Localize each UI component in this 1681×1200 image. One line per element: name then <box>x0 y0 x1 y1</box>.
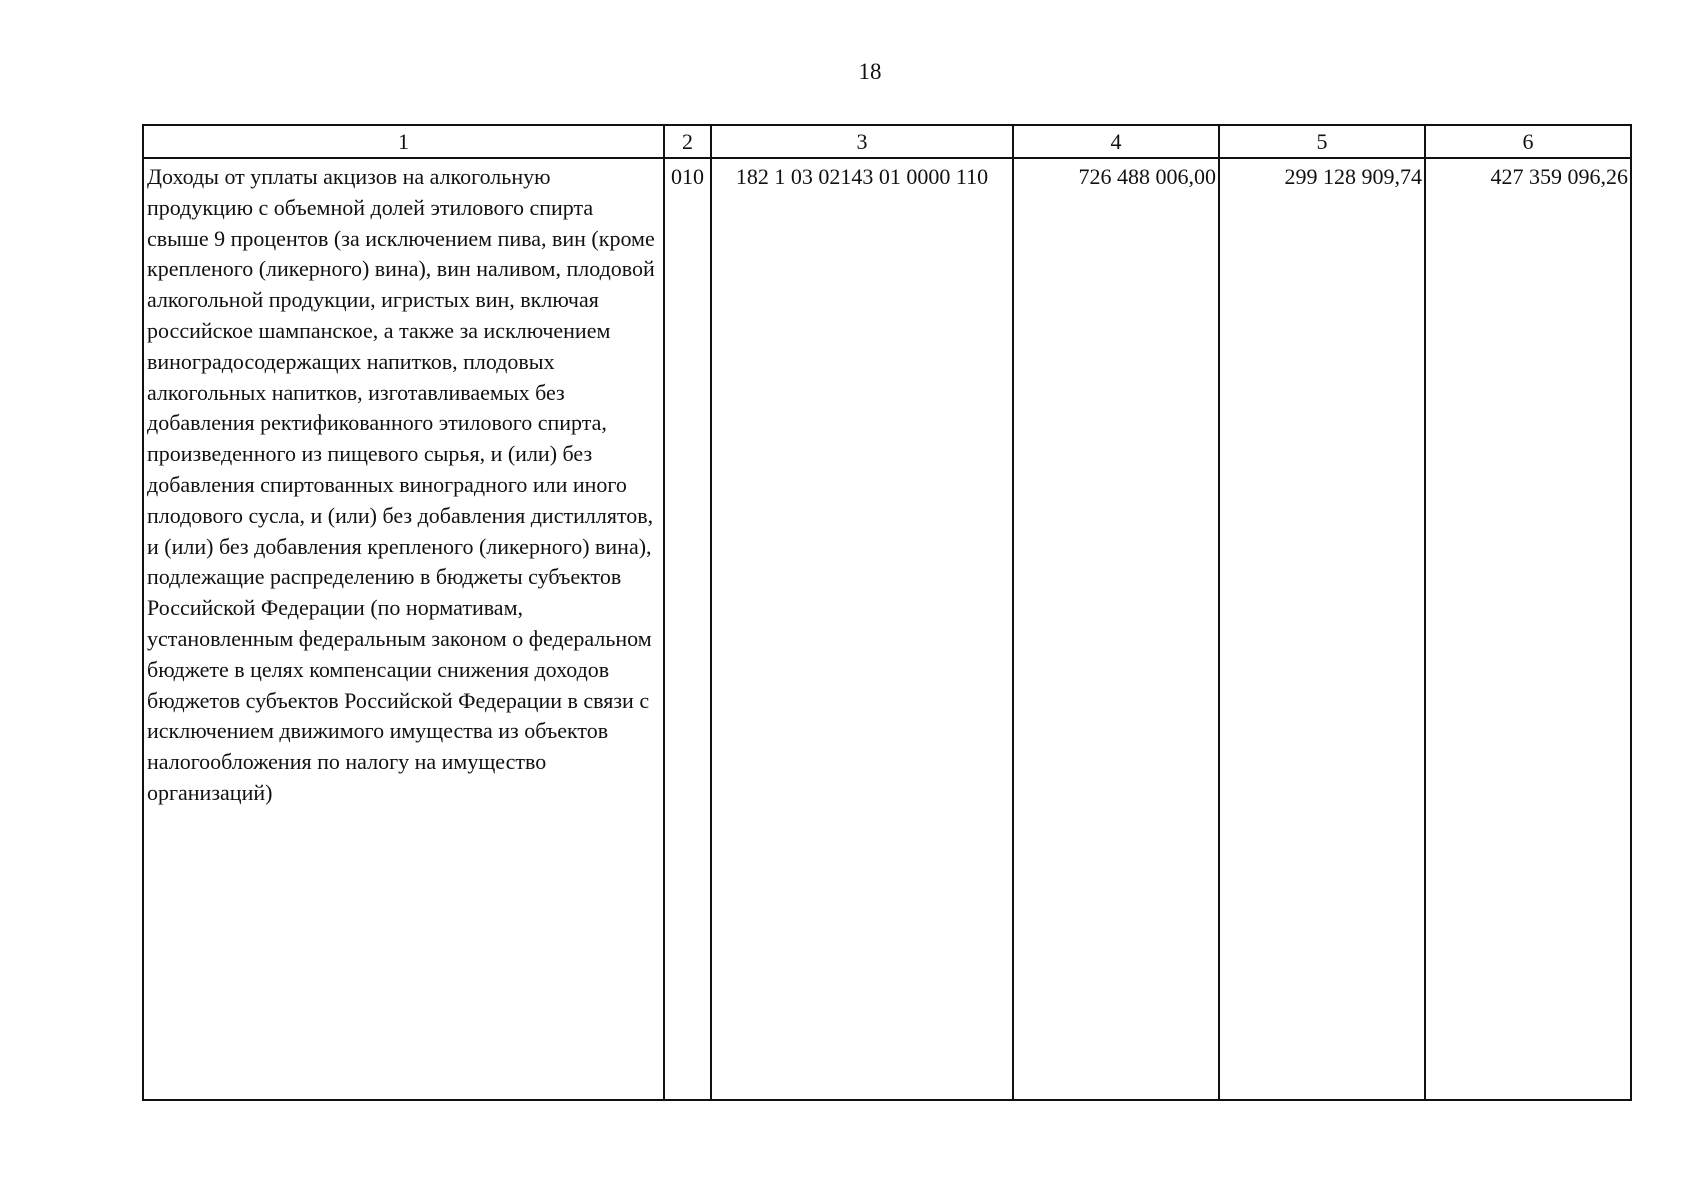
page-number: 18 <box>858 59 882 84</box>
column-header-3: 3 <box>711 125 1013 158</box>
value-col5: 299 128 909,74 <box>1219 158 1425 1100</box>
budget-classification-code: 182 1 03 02143 01 0000 110 <box>711 158 1013 1100</box>
table-row <box>143 158 1631 1100</box>
table-header-row <box>143 125 1631 158</box>
line-code: 010 <box>664 158 711 1100</box>
column-header-6: 6 <box>1425 125 1631 158</box>
income-description: Доходы от уплаты акцизов на алкогольную продукцию с объемной долей этилового спирта свыше 9 процентов (за исключением пива, вин (кроме крепленого (ликерного) вина), вин наливом, плодовой алкогольной продукции, игристых вин, включая российское шампанское, а также за исключением виноградосодержащих напитков, плодовых алкогольных напитков, изготавливаемых без добавления ректификованного этилового спирта, произведенного из пищевого сырья, и (или) без добавления спиртованных виноградного или иного плодового сусла, и (или) без добавления дистиллятов, и (или) без добавления крепленого (ликерного) вина), подлежащие распределению в бюджеты субъектов Российской Федерации (по нормативам, установленным федеральным законом о федеральном бюджете в целях компенсации снижения доходов бюджетов субъектов Российской Федерации в связи с исключением движимого имущества из объектов налогообложения по налогу на имущество организаций) <box>143 158 664 1100</box>
value-col6: 427 359 096,26 <box>1425 158 1631 1100</box>
value-col4: 726 488 006,00 <box>1013 158 1219 1100</box>
column-header-2: 2 <box>664 125 711 158</box>
report-table <box>142 124 1632 1101</box>
column-header-5: 5 <box>1219 125 1425 158</box>
column-header-1: 1 <box>143 125 664 158</box>
column-header-4: 4 <box>1013 125 1219 158</box>
